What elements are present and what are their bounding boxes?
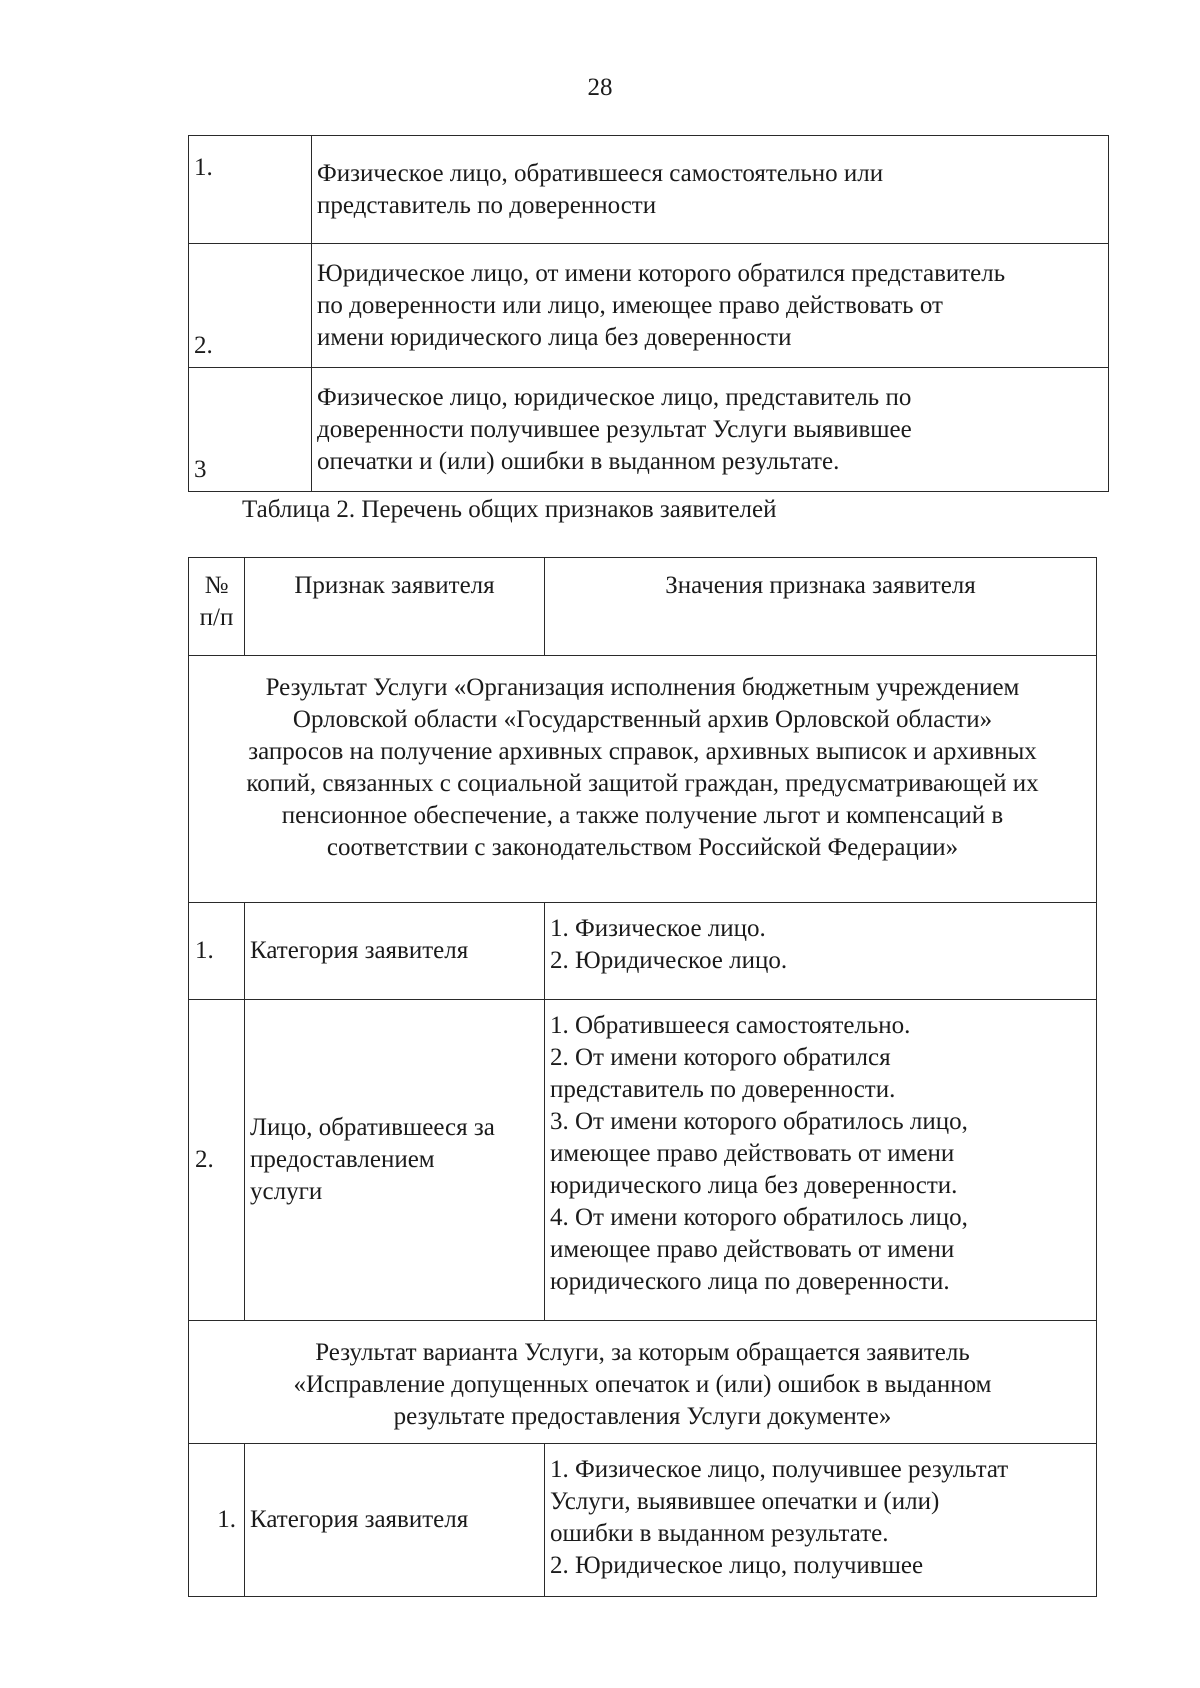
text-line: Физическое лицо, обратившееся самостоятельно или <box>317 159 884 187</box>
section-heading-row <box>189 1321 1097 1444</box>
text-line: представитель по доверенности <box>317 191 657 219</box>
text-line: 4. От имени которого обратилось лицо, <box>550 1204 968 1231</box>
text-line: услуги <box>250 1178 323 1205</box>
text-line: имени юридического лица без доверенности <box>317 323 792 351</box>
row-description <box>312 244 1109 368</box>
table-row <box>189 244 1109 368</box>
table-row <box>189 1444 1097 1597</box>
table-row <box>189 136 1109 244</box>
applicants-table <box>188 135 1109 492</box>
text-line: Услуги, выявившее опечатки и (или) <box>550 1488 940 1515</box>
text-line: имеющее право действовать от имени <box>550 1140 955 1167</box>
text-line: 1. Физическое лицо, получившее результат <box>550 1456 1009 1483</box>
applicant-attributes-table <box>188 557 1097 1597</box>
attribute-cell <box>245 1000 545 1321</box>
table-row <box>189 903 1097 1000</box>
table-row <box>189 368 1109 492</box>
row-description <box>312 136 1109 244</box>
values-cell <box>545 1444 1097 1597</box>
text-line: Физическое лицо, юридическое лицо, представитель по <box>317 383 912 411</box>
text-line: Лицо, обратившееся за <box>250 1114 495 1141</box>
text-line: 1. Физическое лицо. <box>550 915 766 942</box>
text-line: Результат Услуги «Организация исполнения бюджетным учреждением <box>265 674 1020 701</box>
text-line: пенсионное обеспечение, а также получение льгот и компенсаций в <box>281 802 1004 829</box>
text-line: копий, связанных с социальной защитой граждан, предусматривающей их <box>246 770 1039 797</box>
header-number-symbol: № <box>204 572 229 599</box>
header-attribute: Признак заявителя <box>245 558 545 656</box>
header-number-abbr: п/п <box>199 604 234 631</box>
row-number: 1. <box>189 1444 245 1597</box>
table-header-row <box>189 558 1097 656</box>
attribute-cell <box>245 903 545 1000</box>
text-line: Орловской области «Государственный архив Орловской области» <box>292 706 993 733</box>
text-line: 2. Юридическое лицо, получившее <box>550 1552 924 1579</box>
text-line: Категория заявителя <box>250 1506 469 1533</box>
row-number: 1. <box>189 903 245 1000</box>
attribute-cell <box>245 1444 545 1597</box>
text-line: Результат варианта Услуги, за которым обращается заявитель <box>315 1339 970 1366</box>
values-cell <box>545 903 1097 1000</box>
text-line: ошибки в выданном результате. <box>550 1520 889 1547</box>
text-line: по доверенности или лицо, имеющее право действовать от <box>317 291 943 319</box>
header-values: Значения признака заявителя <box>545 558 1097 656</box>
row-number: 2. <box>189 244 312 368</box>
page-number: 28 <box>587 74 613 101</box>
text-line: Юридическое лицо, от имени которого обратился представитель <box>317 259 1006 287</box>
text-line: 2. От имени которого обратился <box>550 1044 891 1071</box>
table-caption: Таблица 2. Перечень общих признаков заявителей <box>242 496 777 523</box>
row-number: 1. <box>189 136 312 244</box>
row-description <box>312 368 1109 492</box>
text-line: 1. Обратившееся самостоятельно. <box>550 1012 911 1039</box>
text-line: 2. Юридическое лицо. <box>550 947 788 974</box>
section-heading <box>189 656 1097 903</box>
table-row <box>189 1000 1097 1321</box>
text-line: соответствии с законодательством Российской Федерации» <box>326 834 959 861</box>
text-line: имеющее право действовать от имени <box>550 1236 955 1263</box>
text-line: юридического лица по доверенности. <box>550 1268 950 1295</box>
text-line: 3. От имени которого обратилось лицо, <box>550 1108 968 1135</box>
text-line: «Исправление допущенных опечаток и (или) ошибок в выданном <box>293 1371 992 1398</box>
header-number <box>189 558 245 656</box>
values-cell <box>545 1000 1097 1321</box>
text-line: представитель по доверенности. <box>550 1076 896 1103</box>
row-number: 3 <box>189 368 312 492</box>
section-heading <box>189 1321 1097 1444</box>
row-number: 2. <box>189 1000 245 1321</box>
section-heading-row <box>189 656 1097 903</box>
text-line: предоставлением <box>250 1146 435 1173</box>
text-line: результате предоставления Услуги документе» <box>393 1403 892 1430</box>
text-line: Категория заявителя <box>250 937 469 964</box>
text-line: опечатки и (или) ошибки в выданном результате. <box>317 447 840 475</box>
text-line: юридического лица без доверенности. <box>550 1172 958 1199</box>
text-line: запросов на получение архивных справок, архивных выписок и архивных <box>248 738 1037 765</box>
text-line: доверенности получившее результат Услуги выявившее <box>317 415 912 443</box>
